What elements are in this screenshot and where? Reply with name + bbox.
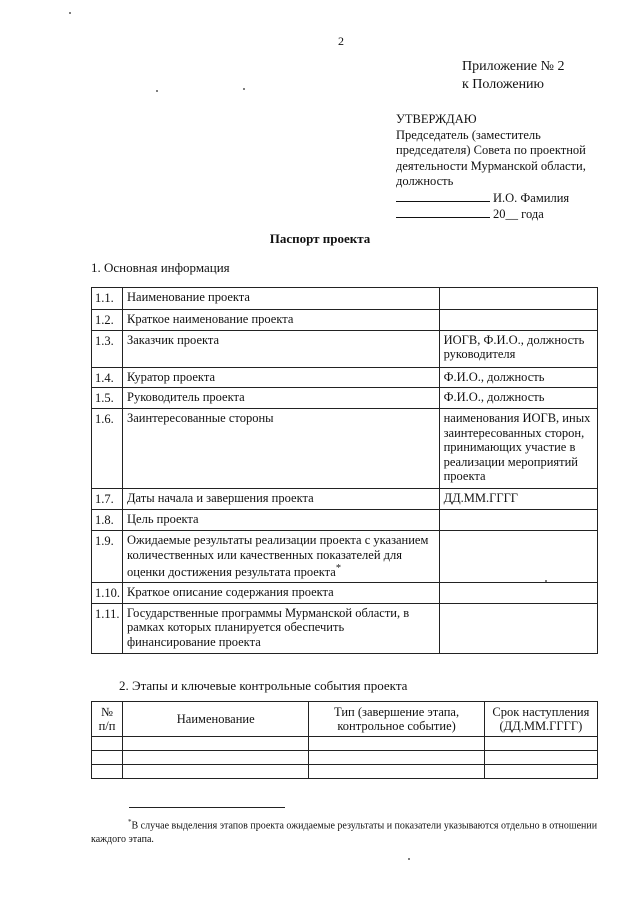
row-number: 1.1. xyxy=(92,288,123,310)
section1-heading: 1. Основная информация xyxy=(91,260,230,275)
main-info-table xyxy=(91,287,598,654)
row-value xyxy=(439,288,597,310)
section2-heading: 2. Этапы и ключевые контрольные события проекта xyxy=(119,678,408,693)
row-value: Ф.И.О., должность xyxy=(439,367,597,388)
row-number: 1.4. xyxy=(92,367,123,388)
signature-blank xyxy=(396,190,490,202)
row-value: ДД.ММ.ГГГГ xyxy=(439,489,597,510)
table-row xyxy=(92,510,598,531)
stages-table xyxy=(91,701,598,779)
approval-line: должность xyxy=(396,174,454,188)
row-number: 1.11. xyxy=(92,603,123,653)
approval-line: председателя) Совета по проектной xyxy=(396,143,586,157)
table-row xyxy=(92,310,598,331)
table-row xyxy=(92,409,598,489)
table-row xyxy=(92,765,598,779)
footnote-separator xyxy=(129,807,285,808)
table-row xyxy=(92,603,598,653)
scan-speck xyxy=(408,858,410,860)
approval-block xyxy=(396,112,606,223)
table-cell xyxy=(123,737,309,751)
table-header-row xyxy=(92,702,598,737)
table-row xyxy=(92,330,598,367)
row-label: Ожидаемые результаты реализации проекта с указанием количественных или качественных показателей для оценки достижения результата проекта xyxy=(127,533,429,580)
table-cell xyxy=(309,751,484,765)
document-title: Паспорт проекта xyxy=(269,231,371,246)
row-label: Наименование проекта xyxy=(123,288,440,310)
row-number: 1.6. xyxy=(92,409,123,489)
table-row xyxy=(92,751,598,765)
row-value: наименования ИОГВ, иных заинтересованных сторон, принимающих участие в реализации мероприятий проекта xyxy=(439,409,597,489)
column-header: Тип (завершение этапа, контрольное событие) xyxy=(309,702,484,737)
table-cell xyxy=(309,765,484,779)
table-cell xyxy=(92,751,123,765)
row-label: Цель проекта xyxy=(123,510,440,531)
approval-heading: УТВЕРЖДАЮ xyxy=(396,112,477,126)
row-number: 1.5. xyxy=(92,388,123,409)
row-label: Государственные программы Мурманской области, в рамках которых планируется обеспечить финансирование проекта xyxy=(123,603,440,653)
row-label: Заказчик проекта xyxy=(123,330,440,367)
row-number: 1.3. xyxy=(92,330,123,367)
scan-speck xyxy=(243,88,245,90)
row-value xyxy=(439,531,597,583)
row-value: Ф.И.О., должность xyxy=(439,388,597,409)
signature-name: И.О. Фамилия xyxy=(493,190,570,205)
date-blank xyxy=(396,206,490,218)
row-number: 1.8. xyxy=(92,510,123,531)
footnote-mark: * xyxy=(128,818,132,826)
row-value xyxy=(439,603,597,653)
table-row xyxy=(92,737,598,751)
row-label: Даты начала и завершения проекта xyxy=(123,489,440,510)
approval-line: Председатель (заместитель xyxy=(396,127,541,142)
row-value xyxy=(439,583,597,604)
footnote xyxy=(91,815,599,847)
row-label-cell xyxy=(123,531,440,583)
row-label: Куратор проекта xyxy=(123,367,440,388)
row-label: Краткое наименование проекта xyxy=(123,310,440,331)
row-value: ИОГВ, Ф.И.О., должность руководителя xyxy=(439,330,597,367)
column-header: Срок наступления (ДД.ММ.ГГГГ) xyxy=(484,702,597,737)
column-header: № п/п xyxy=(92,702,123,737)
row-label: Краткое описание содержания проекта xyxy=(123,583,440,604)
table-row xyxy=(92,583,598,604)
footnote-text: В случае выделения этапов проекта ожидаемые результаты и показатели указываются отдельно в отношении каждого этапа. xyxy=(91,820,598,846)
scan-speck xyxy=(156,90,158,92)
date-line xyxy=(396,206,606,223)
table-cell xyxy=(92,765,123,779)
row-number: 1.7. xyxy=(92,489,123,510)
page-number: 2 xyxy=(338,34,344,48)
row-label: Руководитель проекта xyxy=(123,388,440,409)
table-row xyxy=(92,489,598,510)
row-number: 1.10. xyxy=(92,583,123,604)
table-row xyxy=(92,388,598,409)
table-cell xyxy=(123,765,309,779)
column-header: Наименование xyxy=(123,702,309,737)
table-cell xyxy=(484,737,597,751)
table-row xyxy=(92,531,598,583)
approval-line: деятельности Мурманской области, xyxy=(396,158,586,173)
scan-speck xyxy=(69,12,71,14)
table-cell xyxy=(92,737,123,751)
appendix-line2: к Положению xyxy=(462,77,545,92)
row-label: Заинтересованные стороны xyxy=(123,409,440,489)
row-value xyxy=(439,510,597,531)
appendix-line1: Приложение № 2 xyxy=(462,59,565,74)
signature-line xyxy=(396,190,606,207)
row-number: 1.2. xyxy=(92,310,123,331)
table-cell xyxy=(484,765,597,779)
row-number: 1.9. xyxy=(92,531,123,583)
appendix-header xyxy=(462,58,565,94)
table-cell xyxy=(309,737,484,751)
footnote-marker: * xyxy=(335,563,342,574)
date-text: 20__ года xyxy=(493,207,544,221)
table-cell xyxy=(484,751,597,765)
row-value xyxy=(439,310,597,331)
table-row xyxy=(92,367,598,388)
table-row xyxy=(92,288,598,310)
scan-speck xyxy=(545,580,547,582)
table-cell xyxy=(123,751,309,765)
